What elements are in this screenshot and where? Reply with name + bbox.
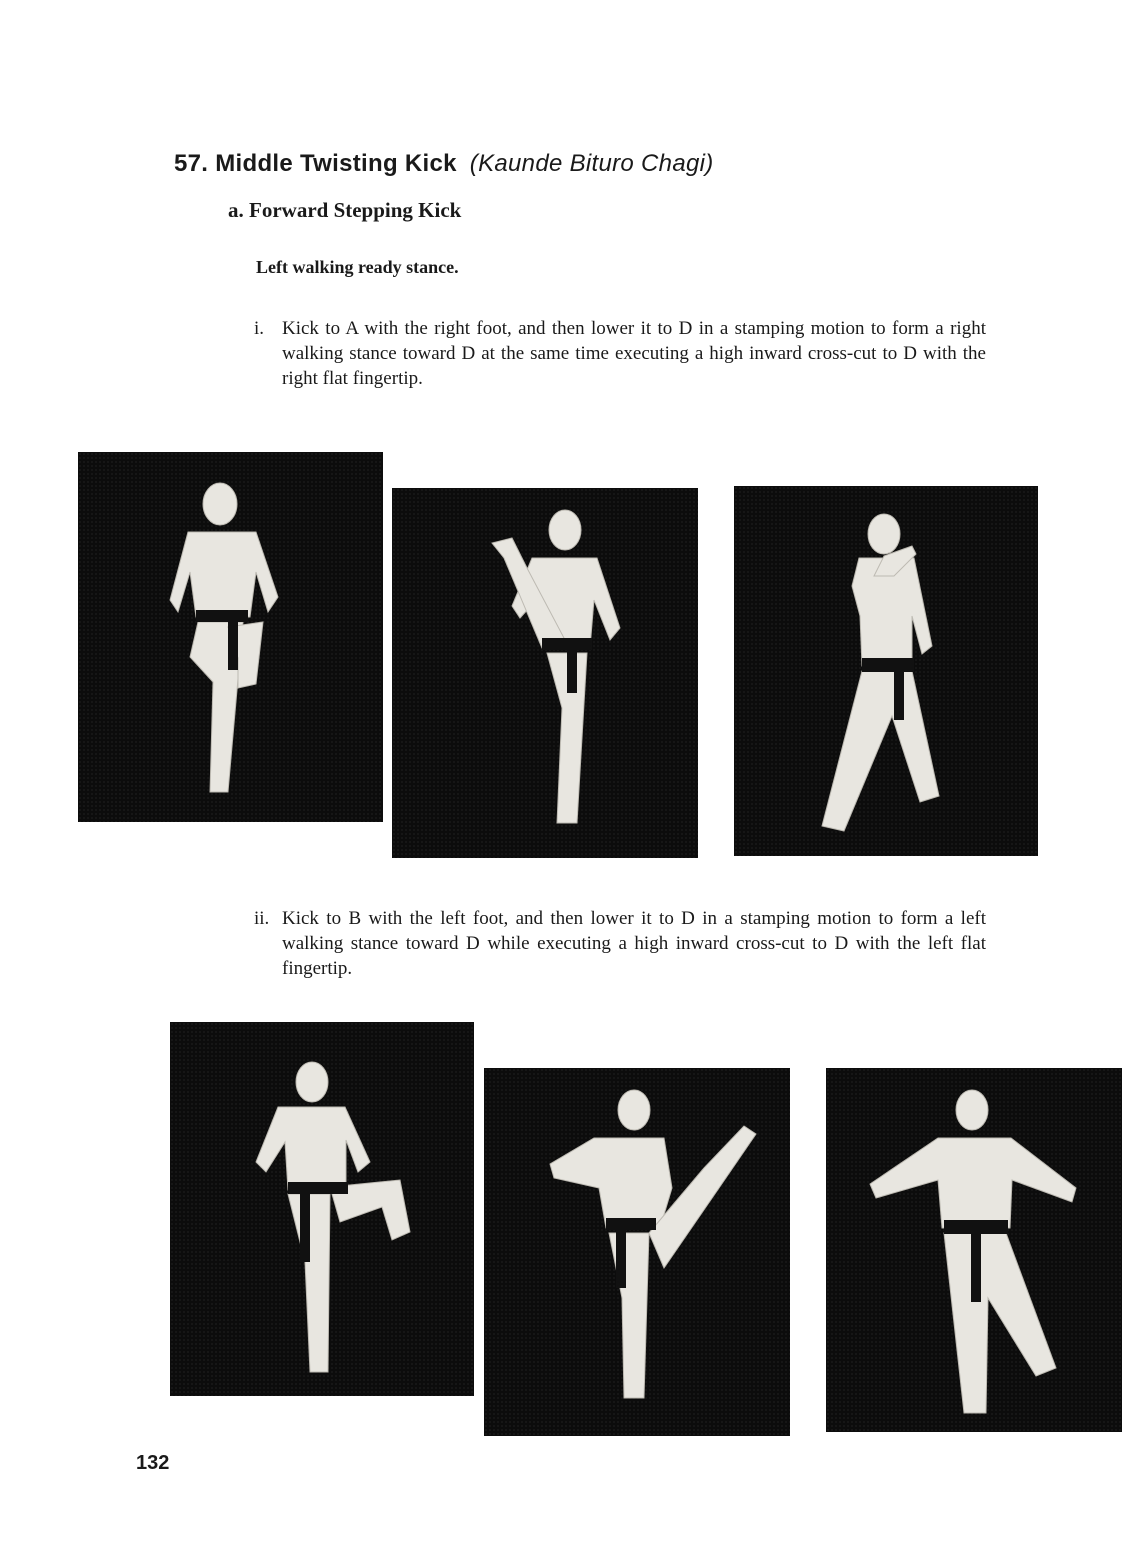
section-number: 57. (174, 150, 209, 177)
step-number: ii. (254, 908, 270, 929)
figure-high-kick-left-icon (484, 1068, 790, 1436)
photo-step-2b (484, 1068, 790, 1436)
ready-stance: Left walking ready stance. (256, 257, 459, 277)
step-2 (254, 906, 986, 981)
step-number: i. (254, 318, 265, 339)
photo-step-1c (734, 486, 1038, 856)
photo-step-2c (826, 1068, 1122, 1432)
photo-step-2a (170, 1022, 474, 1396)
photo-step-1b (392, 488, 698, 858)
section-title (174, 150, 714, 178)
figure-cross-cut-icon (734, 486, 1038, 856)
korean-name: (Kaunde Bituro Chagi) (469, 150, 714, 177)
figure-knee-raise-icon (78, 452, 383, 822)
figure-knee-raise-left-icon (170, 1022, 474, 1396)
step-1 (254, 316, 986, 391)
section-name: Middle Twisting Kick (215, 150, 457, 177)
figure-wide-stance-icon (826, 1068, 1122, 1432)
figure-high-kick-icon (392, 488, 698, 858)
subheading: a. Forward Stepping Kick (228, 198, 462, 222)
photo-step-1a (78, 452, 383, 822)
step-text: Kick to B with the left foot, and then lower it to D in a stamping motion to form a left walking stance toward D while executing a high inward cross-cut to D with the left flat fingertip. (282, 908, 986, 979)
page-number: 132 (136, 1452, 170, 1474)
step-text: Kick to A with the right foot, and then lower it to D in a stamping motion to form a right walking stance toward D at the same time executing a high inward cross-cut to D with the right flat fingertip. (282, 318, 986, 389)
